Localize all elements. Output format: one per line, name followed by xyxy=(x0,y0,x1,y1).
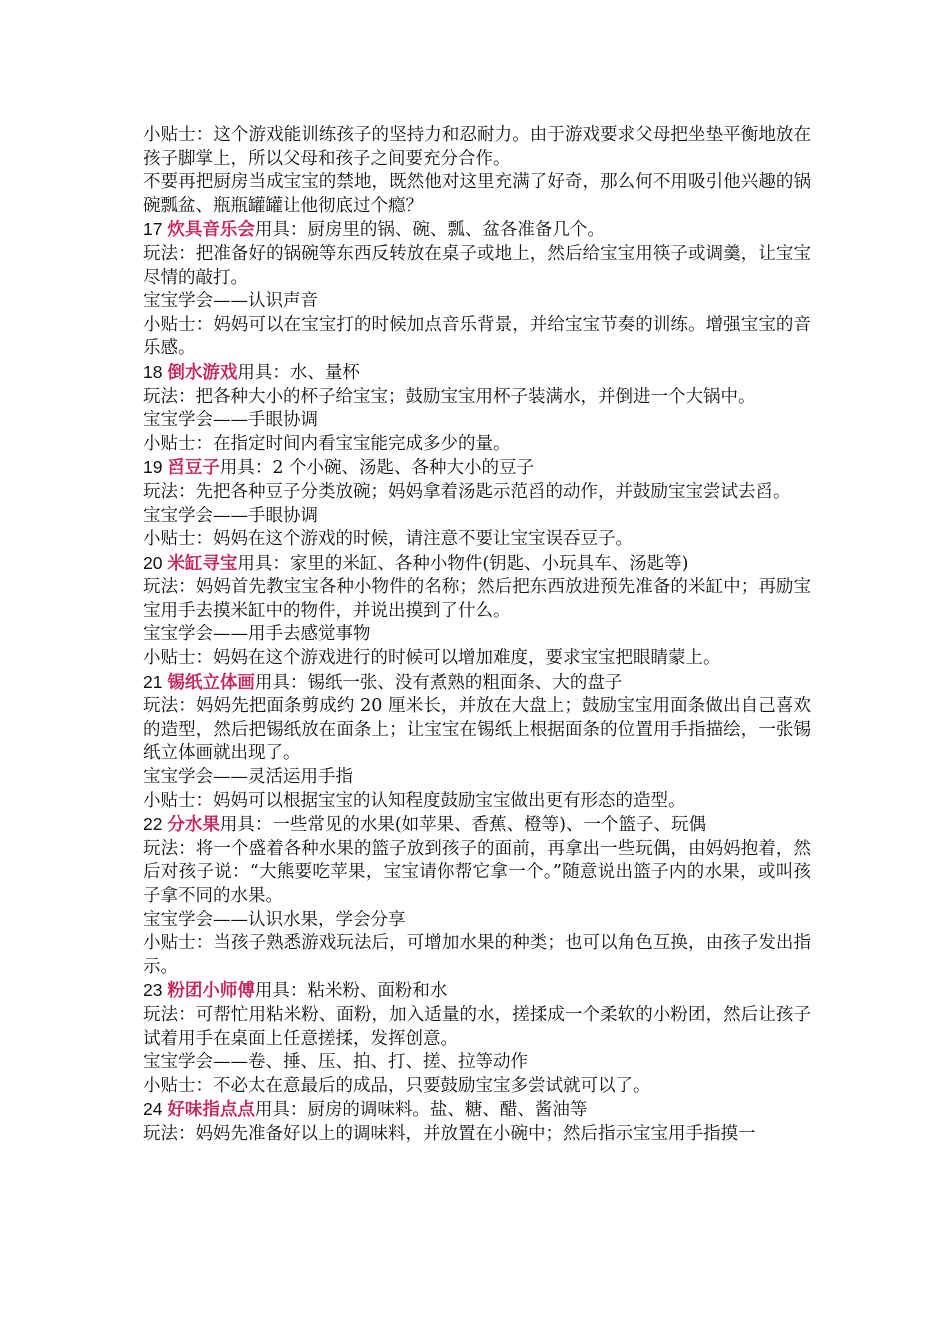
paragraph: 玩法：可帮忙用粘米粉、面粉，加入适量的水，搓揉成一个柔软的小粉团，然后让孩子试着用手在桌面上任意搓揉，发挥创意。 xyxy=(143,1004,811,1049)
game-title: 炊具音乐会 xyxy=(167,220,255,241)
paragraph: 小贴士：妈妈在这个游戏进行的时候可以增加难度，要求宝宝把眼睛蒙上。 xyxy=(143,648,721,669)
game-heading xyxy=(143,456,811,481)
game-title: 倒水游戏 xyxy=(167,362,238,383)
paragraph: 玩法：先把各种豆子分类放碗；妈妈拿着汤匙示范舀的动作，并鼓励宝宝尝试去舀。 xyxy=(143,481,791,502)
game-tools: 用具：家里的米缸、各种小物件(钥匙、小玩具车、汤匙等) xyxy=(237,553,689,574)
game-tools: 用具：厨房里的锅、碗、瓢、盆各准备几个。 xyxy=(254,220,605,241)
paragraph: 宝宝学会——用手去感觉事物 xyxy=(143,624,371,645)
game-heading xyxy=(143,218,811,243)
game-title: 米缸寻宝 xyxy=(167,553,238,574)
paragraph: 玩法：将一个盛着各种水果的篮子放到孩子的面前，再拿出一些玩偶，由妈妈抱着，然后对孩子说：“大熊要吃苹果，宝宝请你帮它拿一个。”随意说出篮子内的水果，或叫孩子拿不同的水果。 xyxy=(143,838,811,906)
game-number: 21 xyxy=(143,671,168,692)
paragraph: 玩法：妈妈先准备好以上的调味料，并放置在小碗中；然后指示宝宝用手指摸一 xyxy=(143,1123,756,1144)
paragraph: 宝宝学会——手眼协调 xyxy=(143,505,318,526)
game-tools: 用具：锡纸一张、没有煮熟的粗面条、大的盘子 xyxy=(254,672,623,693)
paragraph: 小贴士：妈妈在这个游戏的时候，请注意不要让宝宝误吞豆子。 xyxy=(143,529,633,550)
paragraph: 玩法：妈妈首先教宝宝各种小物件的名称；然后把东西放进预先准备的米缸中；再励宝宝用手去摸米缸中的物件，并说出摸到了什么。 xyxy=(143,577,811,621)
paragraph: 小贴士：在指定时间内看宝宝能完成多少的量。 xyxy=(143,433,511,454)
game-heading xyxy=(143,552,811,577)
paragraph: 宝宝学会——手眼协调 xyxy=(143,410,318,431)
game-title: 分水果 xyxy=(167,815,220,836)
game-number: 24 xyxy=(143,1099,168,1120)
paragraph: 不要再把厨房当成宝宝的禁地，既然他对这里充满了好奇，那么何不用吸引他兴趣的锅碗瓢盆、瓶瓶罐罐让他彻底过个瘾？ xyxy=(143,172,811,216)
game-tools: 用具：厨房的调味料。盐、糖、醋、酱油等 xyxy=(254,1100,588,1121)
document-page xyxy=(143,124,811,1147)
game-title: 舀豆子 xyxy=(167,458,220,479)
game-title: 粉团小师傅 xyxy=(167,981,255,1002)
game-heading xyxy=(143,979,811,1004)
paragraph: 小贴士：当孩子熟悉游戏玩法后，可增加水果的种类；也可以角色互换，由孩子发出指示。 xyxy=(143,933,811,977)
game-number: 19 xyxy=(143,457,168,478)
game-tools: 用具：2 个小碗、汤匙、各种大小的豆子 xyxy=(219,458,535,479)
game-number: 20 xyxy=(143,552,168,573)
paragraph: 宝宝学会——认识声音 xyxy=(143,291,318,312)
game-heading xyxy=(143,1098,811,1123)
game-tools: 用具：水、量杯 xyxy=(237,362,360,383)
paragraph: 小贴士：这个游戏能训练孩子的坚持力和忍耐力。由于游戏要求父母把坐垫平衡地放在孩子脚掌上，所以父母和孩子之间要充分合作。 xyxy=(143,125,811,169)
paragraph: 小贴士：不必太在意最后的成品，只要鼓励宝宝多尝试就可以了。 xyxy=(143,1075,651,1096)
paragraph: 小贴士：妈妈可以根据宝宝的认知程度鼓励宝宝做出更有形态的造型。 xyxy=(143,790,686,811)
game-title: 锡纸立体画 xyxy=(167,672,255,693)
game-heading xyxy=(143,671,811,696)
game-number: 22 xyxy=(143,814,168,835)
paragraph: 宝宝学会——认识水果，学会分享 xyxy=(143,909,406,930)
game-tools: 用具：粘米粉、面粉和水 xyxy=(254,981,448,1002)
game-tools: 用具：一些常见的水果(如苹果、香蕉、橙等)、一个篮子、玩偶 xyxy=(219,815,706,836)
game-number: 23 xyxy=(143,980,168,1001)
paragraph: 玩法：妈妈先把面条剪成约 20 厘米长，并放在大盘上；鼓励宝宝用面条做出自己喜欢的造型，然后把锡纸放在面条上；让宝宝在锡纸上根据面条的位置用手指描绘，一张锡纸立体画就出现了。 xyxy=(143,696,811,764)
paragraph: 宝宝学会——灵活运用手指 xyxy=(143,767,353,788)
paragraph: 玩法：把准备好的锅碗等东西反转放在桌子或地上，然后给宝宝用筷子或调羹，让宝宝尽情的敲打。 xyxy=(143,243,811,288)
game-number: 17 xyxy=(143,219,168,240)
game-heading xyxy=(143,361,811,386)
paragraph: 小贴士：妈妈可以在宝宝打的时候加点音乐背景，并给宝宝节奏的训练。增强宝宝的音乐感。 xyxy=(143,314,811,359)
game-number: 18 xyxy=(143,361,168,382)
game-title: 好味指点点 xyxy=(167,1100,255,1121)
game-heading xyxy=(143,813,811,838)
paragraph: 玩法：把各种大小的杯子给宝宝；鼓励宝宝用杯子装满水，并倒进一个大锅中。 xyxy=(143,386,756,407)
paragraph: 宝宝学会——卷、捶、压、拍、打、搓、拉等动作 xyxy=(143,1052,528,1073)
